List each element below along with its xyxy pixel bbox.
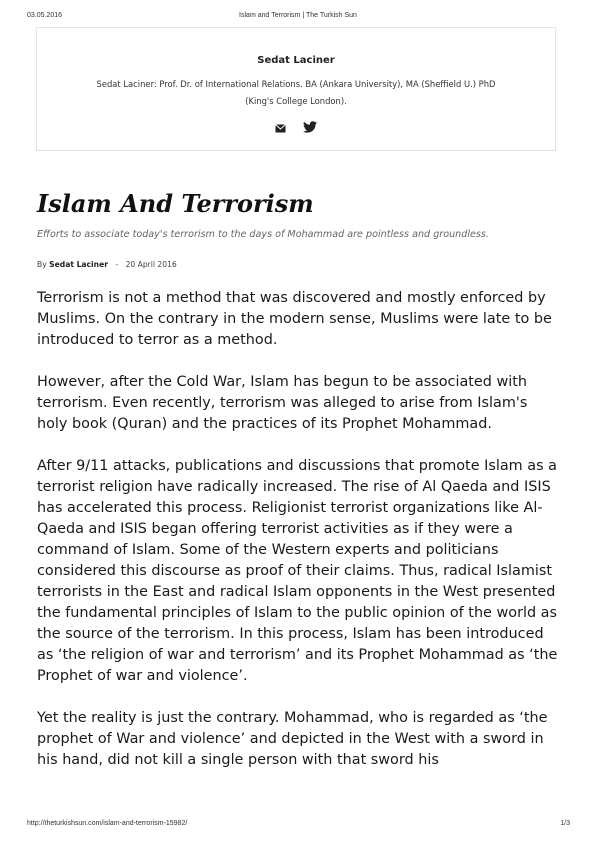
author-bio-line-1: Sedat Laciner: Prof. Dr. of International Relations. BA (Ankara University), MA (Sheffield U.) PhD <box>96 79 496 89</box>
paragraph: Terrorism is not a method that was discovered and mostly enforced by Muslims. On the contrary in the modern sense, Muslims were late to be introduced to terror as a method. <box>37 290 552 348</box>
author-name[interactable]: Sedat Laciner <box>257 55 335 66</box>
twitter-icon[interactable] <box>303 118 317 137</box>
page-number: 1/3 <box>560 820 570 827</box>
author-bio-line-2: (King's College London). <box>245 96 347 106</box>
print-url: http://theturkishsun.com/islam-and-terrorism-15982/ <box>27 820 188 827</box>
byline-separator: - <box>115 260 119 269</box>
print-header <box>0 12 596 24</box>
print-footer <box>0 820 596 832</box>
byline-author-link[interactable]: Sedat Laciner <box>49 260 108 269</box>
author-box <box>36 27 556 151</box>
author-bio <box>95 76 497 110</box>
article-title: Islam And Terrorism <box>37 189 314 218</box>
paragraph: After 9/11 attacks, publications and discussions that promote Islam as a terrorist religion have radically increased. The rise of Al Qaeda and ISIS has accelerated this process. Religionist terrorist organizations like Al-Qaeda and ISIS began offering terrorist activities as if they were a command of Islam. Some of the Western experts and politicians considered this discourse as proof of their claims. Thus, radical Islamist terrorists in the East and radical Islam opponents in the West presented the fundamental principles of Islam to the public opinion of the world as the source of the terrorism. In this process, Islam has been introduced as ‘the religion of war and terrorism’ and its Prophet Mohammad as ‘the Prophet of war and violence’. <box>37 458 558 684</box>
article-subtitle: Efforts to associate today's terrorism to the days of Mohammad are pointless and groundless. <box>37 229 489 240</box>
author-social-links <box>37 118 555 137</box>
publish-date: 20 April 2016 <box>125 260 177 269</box>
print-date: 03.05.2016 <box>27 12 63 19</box>
byline-prefix: By <box>37 260 47 269</box>
paragraph: Yet the reality is just the contrary. Mohammad, who is regarded as ‘the prophet of War and violence’ and depicted in the West with a sword in his hand, did not kill a single person with that sword his <box>37 710 548 768</box>
article-body <box>37 288 561 792</box>
paragraph: However, after the Cold War, Islam has begun to be associated with terrorism. Even recently, terrorism was alleged to arise from Islam's holy book (Quran) and the practices of its Prophet Mohammad. <box>37 374 528 432</box>
byline <box>37 260 177 269</box>
email-icon[interactable] <box>275 118 286 137</box>
print-page-title: Islam and Terrorism | The Turkish Sun <box>239 12 357 19</box>
